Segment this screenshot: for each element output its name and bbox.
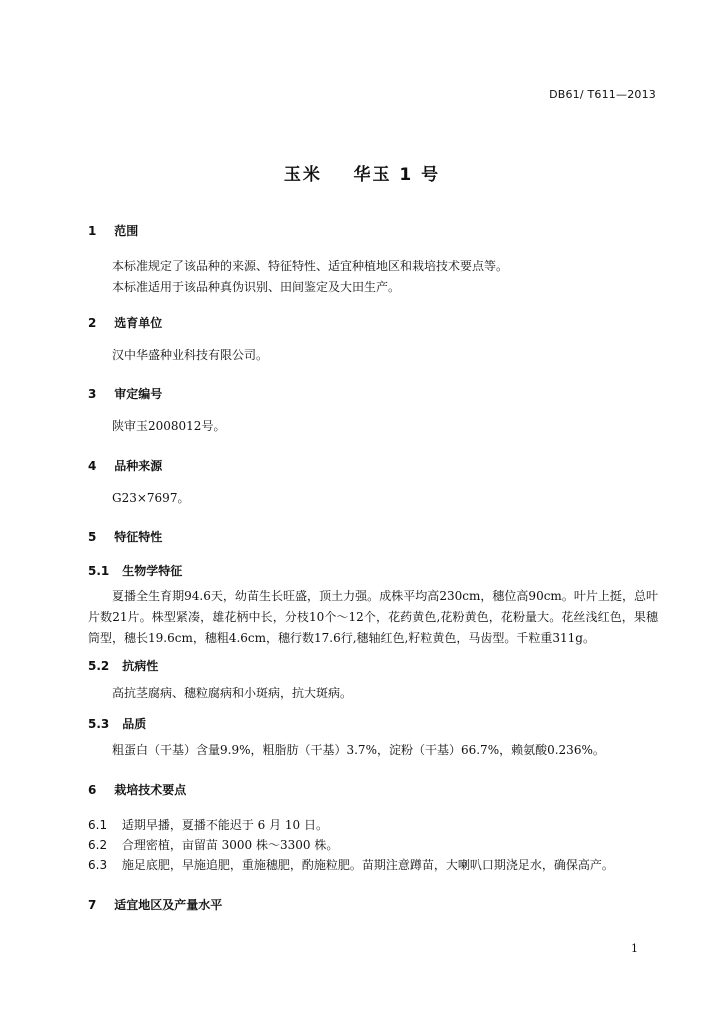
item-text: 施足底肥，早施追肥，重施穗肥，酌施粒肥。苗期注意蹲苗，大喇叭口期浇足水，确保高产。 [121,858,614,872]
section-title: 范围 [114,224,139,238]
subsection-number: 5.2 [88,659,110,673]
subsection-5-2-heading [88,657,158,674]
subsection-title: 生物学特征 [122,564,183,578]
section-number: 4 [88,459,97,473]
section-2-body: 汉中华盛种业科技有限公司。 [112,348,269,362]
section-7-heading [88,896,222,913]
subsection-title: 品质 [122,717,147,731]
subsection-5-3-body: 粗蛋白（干基）含量9.9%，粗脂肪（干基）3.7%，淀粉（干基）66.7%，赖氨酸0.236%。 [112,743,605,757]
item-text: 适期早播，夏播不能迟于 6 月 10 日。 [121,818,328,832]
section-number: 2 [88,316,97,330]
page-number: 1 [631,942,638,955]
document-title: 玉米 华玉 1 号 [283,165,441,185]
section-4-body: G23×7697。 [112,491,190,505]
item-number: 6.3 [88,858,108,872]
item-number: 6.1 [88,818,108,832]
subsection-5-3-heading [88,715,146,732]
section-number: 5 [88,530,97,544]
subsection-title: 抗病性 [122,659,159,673]
section-5-heading [88,528,162,545]
section-title: 审定编号 [114,387,163,401]
section-3-body: 陕审玉2008012号。 [112,419,226,433]
subsection-number: 5.1 [88,564,110,578]
item-number: 6.2 [88,838,108,852]
section-number: 1 [88,224,97,238]
paragraph-line: 本标准规定了该品种的来源、特征特性、适宜种植地区和栽培技术要点等。 [112,259,509,273]
cultivation-item [88,816,328,833]
section-1-heading [88,222,138,239]
section-number: 7 [88,898,97,912]
section-3-heading [88,385,162,402]
cultivation-item [88,836,338,853]
section-6-heading [88,781,186,798]
section-title: 选育单位 [114,316,163,330]
section-title: 栽培技术要点 [114,783,187,797]
subsection-5-1-body [88,586,658,649]
subsection-5-2-body: 高抗茎腐病、穗粒腐病和小斑病，抗大斑病。 [112,686,353,700]
subsection-5-1-heading [88,562,182,579]
cultivation-item [88,856,614,873]
section-title: 品种来源 [114,459,163,473]
item-text: 合理密植，亩留苗 3000 株～3300 株。 [121,838,339,852]
section-2-heading [88,314,162,331]
section-title: 特征特性 [114,530,163,544]
section-title: 适宜地区及产量水平 [114,898,223,912]
standard-code: DB61/ T611—2013 [549,88,656,101]
section-1-body [112,256,658,298]
section-number: 6 [88,783,97,797]
paragraph-line: 本标准适用于该品种真伪识别、田间鉴定及大田生产。 [112,280,401,294]
subsection-number: 5.3 [88,717,110,731]
paragraph-text: 夏播全生育期94.6天，幼苗生长旺盛，顶土力强。成株平均高230cm，穗位高90cm。叶片上挺，总叶片数21片。株型紧凑，雄花柄中长，分枝10个～12个，花药黄色,花粉黄色，花粉量大。花丝浅红色，果穗筒型，穗长19.6cm，穗粗4.6cm，穗行数17.6行,穗轴红色,籽粒黄色，马齿型。千粒重311g。 [88,589,658,645]
section-4-heading [88,457,162,474]
section-number: 3 [88,387,97,401]
